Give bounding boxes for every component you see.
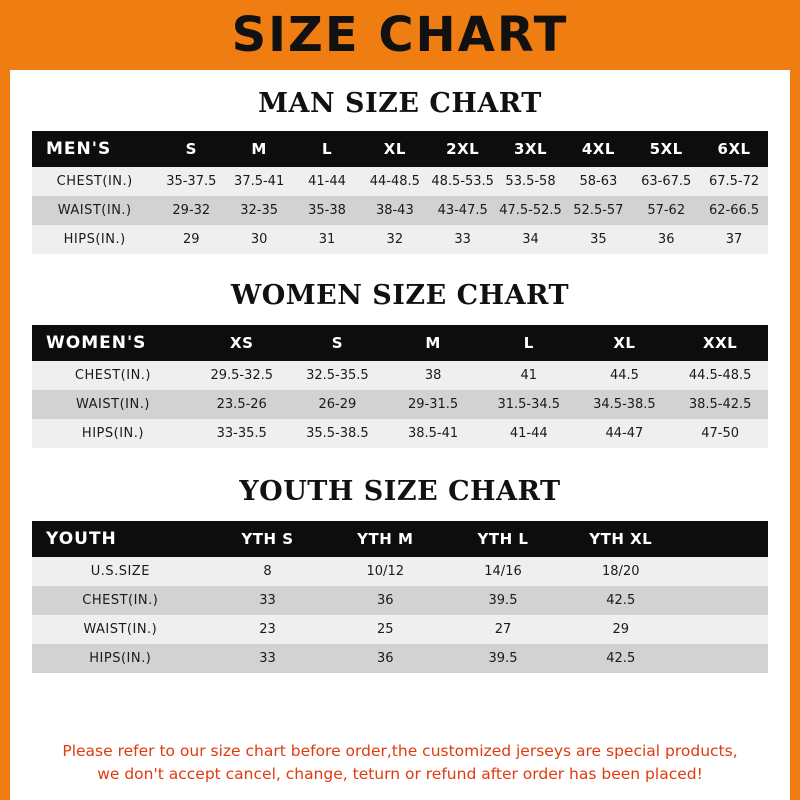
- cell: 35.5-38.5: [290, 419, 386, 448]
- women-header-label: WOMEN'S: [32, 325, 194, 361]
- cell: 32-35: [225, 196, 293, 225]
- cell: 48.5-53.5: [429, 167, 497, 196]
- cell: 32: [361, 225, 429, 254]
- footer-line-1: Please refer to our size chart before order,the customized jerseys are special products,: [62, 741, 738, 760]
- table-row: [32, 615, 768, 644]
- cell: 31: [293, 225, 361, 254]
- page-title: SIZE CHART: [231, 7, 569, 63]
- youth-row-label-hips: HIPS(IN.): [32, 644, 209, 673]
- man-header-l: L: [293, 131, 361, 167]
- table-header-row: [32, 131, 768, 167]
- cell: 30: [225, 225, 293, 254]
- youth-header-l: YTH L: [444, 521, 562, 557]
- women-size-table: [32, 325, 768, 448]
- footer-disclaimer: [32, 740, 768, 787]
- cell: 44.5: [577, 361, 673, 390]
- cell: 32.5-35.5: [290, 361, 386, 390]
- cell: 35-37.5: [157, 167, 225, 196]
- women-row-label-hips: HIPS(IN.): [32, 419, 194, 448]
- cell-spacer: [680, 615, 768, 644]
- cell: 33-35.5: [194, 419, 290, 448]
- women-header-xxl: XXL: [672, 325, 768, 361]
- youth-row-label-ussize: U.S.SIZE: [32, 557, 209, 586]
- cell: 35-38: [293, 196, 361, 225]
- cell: 47.5-52.5: [497, 196, 565, 225]
- women-header-xl: XL: [577, 325, 673, 361]
- table-row: [32, 167, 768, 196]
- cell: 52.5-57: [564, 196, 632, 225]
- man-row-label-chest: CHEST(IN.): [32, 167, 157, 196]
- table-row: [32, 361, 768, 390]
- man-size-table: [32, 131, 768, 254]
- cell: 33: [209, 586, 327, 615]
- cell: 38.5-42.5: [672, 390, 768, 419]
- cell: 31.5-34.5: [481, 390, 577, 419]
- chart-content: [10, 88, 790, 673]
- cell: 23: [209, 615, 327, 644]
- cell: 37.5-41: [225, 167, 293, 196]
- table-row: [32, 586, 768, 615]
- cell: 41: [481, 361, 577, 390]
- youth-header-spacer: [680, 521, 768, 557]
- cell: 25: [326, 615, 444, 644]
- cell: 42.5: [562, 644, 680, 673]
- cell-spacer: [680, 586, 768, 615]
- cell: 67.5-72: [700, 167, 768, 196]
- women-row-label-waist: WAIST(IN.): [32, 390, 194, 419]
- cell: 18/20: [562, 557, 680, 586]
- cell: 58-63: [564, 167, 632, 196]
- women-header-xs: XS: [194, 325, 290, 361]
- cell: 29-31.5: [385, 390, 481, 419]
- youth-section-title: YOUTH SIZE CHART: [239, 476, 561, 507]
- cell: 44.5-48.5: [672, 361, 768, 390]
- youth-header-xl: YTH XL: [562, 521, 680, 557]
- cell: 29.5-32.5: [194, 361, 290, 390]
- table-header-row: [32, 325, 768, 361]
- cell: 38.5-41: [385, 419, 481, 448]
- youth-size-table: [32, 521, 768, 673]
- cell: 35: [564, 225, 632, 254]
- man-header-4xl: 4XL: [564, 131, 632, 167]
- cell: 26-29: [290, 390, 386, 419]
- cell: 39.5: [444, 586, 562, 615]
- cell: 43-47.5: [429, 196, 497, 225]
- women-section-title: WOMEN SIZE CHART: [230, 280, 570, 311]
- cell: 14/16: [444, 557, 562, 586]
- cell: 33: [209, 644, 327, 673]
- table-header-row: [32, 521, 768, 557]
- man-size-section: [32, 88, 768, 254]
- cell: 41-44: [481, 419, 577, 448]
- cell: 41-44: [293, 167, 361, 196]
- women-header-m: M: [385, 325, 481, 361]
- cell: 62-66.5: [700, 196, 768, 225]
- man-row-label-hips: HIPS(IN.): [32, 225, 157, 254]
- cell: 42.5: [562, 586, 680, 615]
- man-header-m: M: [225, 131, 293, 167]
- youth-row-label-chest: CHEST(IN.): [32, 586, 209, 615]
- man-header-label: MEN'S: [32, 131, 157, 167]
- cell: 10/12: [326, 557, 444, 586]
- cell: 53.5-58: [497, 167, 565, 196]
- cell: 37: [700, 225, 768, 254]
- cell: 29: [562, 615, 680, 644]
- cell: 27: [444, 615, 562, 644]
- cell: 44-48.5: [361, 167, 429, 196]
- youth-header-s: YTH S: [209, 521, 327, 557]
- cell-spacer: [680, 644, 768, 673]
- youth-row-label-waist: WAIST(IN.): [32, 615, 209, 644]
- women-row-label-chest: CHEST(IN.): [32, 361, 194, 390]
- man-header-6xl: 6XL: [700, 131, 768, 167]
- women-size-section: [32, 280, 768, 448]
- cell: 36: [632, 225, 700, 254]
- cell: 38-43: [361, 196, 429, 225]
- table-row: [32, 419, 768, 448]
- cell: 57-62: [632, 196, 700, 225]
- women-header-s: S: [290, 325, 386, 361]
- table-row: [32, 390, 768, 419]
- man-row-label-waist: WAIST(IN.): [32, 196, 157, 225]
- youth-header-m: YTH M: [326, 521, 444, 557]
- man-header-xl: XL: [361, 131, 429, 167]
- man-header-2xl: 2XL: [429, 131, 497, 167]
- cell: 36: [326, 586, 444, 615]
- man-header-3xl: 3XL: [497, 131, 565, 167]
- man-header-5xl: 5XL: [632, 131, 700, 167]
- table-row: [32, 196, 768, 225]
- man-header-s: S: [157, 131, 225, 167]
- cell: 29-32: [157, 196, 225, 225]
- footer-line-2: we don't accept cancel, change, teturn or refund after order has been placed!: [97, 764, 703, 783]
- page-banner: [0, 0, 800, 70]
- youth-header-label: YOUTH: [32, 521, 209, 557]
- cell: 38: [385, 361, 481, 390]
- cell-spacer: [680, 557, 768, 586]
- man-section-title: MAN SIZE CHART: [258, 88, 542, 119]
- cell: 23.5-26: [194, 390, 290, 419]
- table-row: [32, 557, 768, 586]
- cell: 34: [497, 225, 565, 254]
- cell: 33: [429, 225, 497, 254]
- cell: 36: [326, 644, 444, 673]
- cell: 29: [157, 225, 225, 254]
- cell: 44-47: [577, 419, 673, 448]
- cell: 39.5: [444, 644, 562, 673]
- women-header-l: L: [481, 325, 577, 361]
- cell: 8: [209, 557, 327, 586]
- table-row: [32, 644, 768, 673]
- cell: 47-50: [672, 419, 768, 448]
- table-row: [32, 225, 768, 254]
- youth-size-section: [32, 476, 768, 673]
- cell: 63-67.5: [632, 167, 700, 196]
- cell: 34.5-38.5: [577, 390, 673, 419]
